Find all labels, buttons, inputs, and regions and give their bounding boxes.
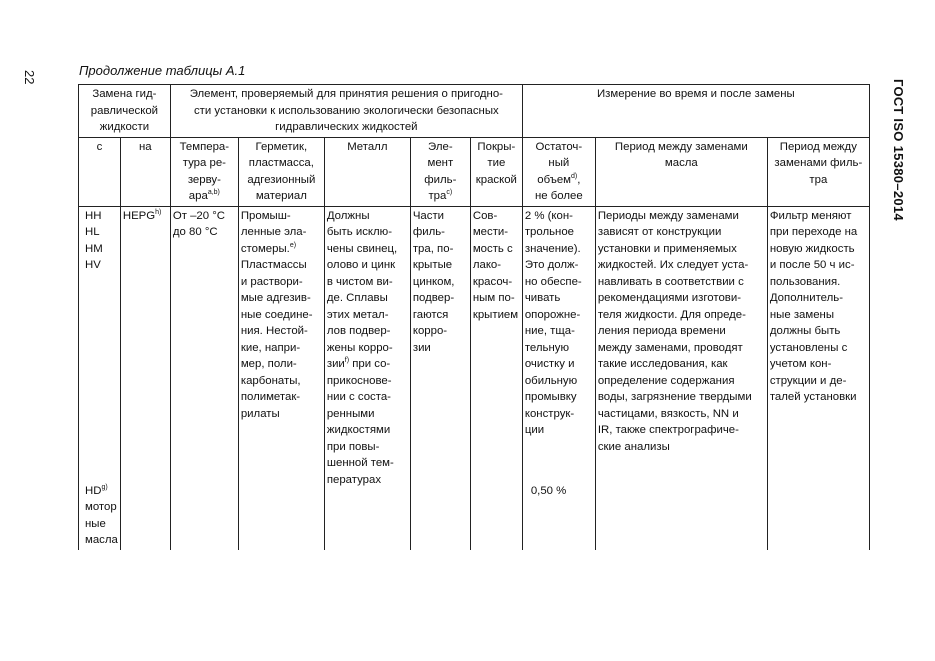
column-header-row (79, 137, 870, 206)
col-header-from: с (79, 137, 121, 206)
cell-residual (522, 206, 595, 550)
col-header-filter-period: Период между заменами филь- тра (767, 137, 869, 206)
table-row (79, 206, 870, 550)
cell-filter: Части филь- тра, по- крытые цинком, подвер- гаются корро- зии (410, 206, 470, 550)
header-measurement: Измерение во время и после замены (522, 85, 869, 138)
col-header-to: на (120, 137, 170, 206)
cell-oil-period: Периоды между заменами зависят от конструкции установки и применяемых жидкостей. Их следует уста- навливать в соответствии с рекомендациями изготови- теля жидкости. Для опреде- ления периода времени между заменами, проводят такие исследования, как определение содержания воды, загрязнение твердыми частицами, вязкость, NN и IR, также спектрографиче- ские анализы (595, 206, 767, 550)
standard-id: ГОСТ ISO 15380–2014 (891, 79, 906, 221)
standard-table (78, 84, 870, 550)
col-header-sealants: Герметик, пластмасса, адгезионный материал (238, 137, 324, 206)
residual-main: 2 % (кон- трольное значение). Это долж- но обеспе- чивать опорожне- ние, тща- тельную очистку и обильную промывку конструк- ции (524, 209, 582, 436)
cell-filter-period: Фильтр меняют при переходе на новую жидкость и после 50 ч ис- пользования. Дополнитель- ные замены должны быть установлены с учетом кон- струкции и де- талей установки (767, 206, 869, 550)
residual-hd: 0,50 % (530, 484, 567, 497)
col-header-metal: Металл (324, 137, 410, 206)
page-number: 22 (22, 70, 37, 85)
table-caption: Продолжение таблицы А.1 (79, 63, 246, 78)
header-replacement: Замена гид- равлической жидкости (79, 85, 171, 138)
col-header-oil-period: Период между заменами масла (595, 137, 767, 206)
cell-coating: Сов- мести- мость с лако- красоч- ным по- крытием (470, 206, 522, 550)
col-header-coating: Покры- тие краской (470, 137, 522, 206)
col-header-filter: Эле- мент филь- тра$^{c)}$ (410, 137, 470, 206)
cell-from (79, 206, 121, 550)
cell-metal: Должны быть исклю- чены свинец, олово и цинк в чистом ви- де. Сплавы этих метал- лов подвер- жены корро- зии$^{f)}$ при со- прикоснове- нии с соста- ренными жидкостями при повы- шенной тем- пературах (324, 206, 410, 550)
from-fluids: HH HL HM HV (85, 209, 103, 271)
from-hd-oils: HD$^{g)}$ мотор ные масла (85, 483, 118, 546)
header-element: Элемент, проверяемый для принятия решения о пригодно- сти установки к использованию экологически безопасных гидравлических жидкостей (170, 85, 522, 138)
cell-sealants: Промыш- ленные эла- стомеры.$^{e)}$ Пластмассы и раствори- мые адгезив- ные соедине- ния. Нестой- кие, напри- мер, поли- карбонаты, полиметак- рилаты (238, 206, 324, 550)
group-header-row (79, 85, 870, 138)
col-header-residual: Остаточ- ный объем$^{d)}$, не более (522, 137, 595, 206)
col-header-temperature: Темпера- тура ре- зерву- ара$^{a,b)}$ (170, 137, 238, 206)
cell-to: HEPG$^{h)}$ (120, 206, 170, 550)
cell-temperature: От –20 °C до 80 °C (170, 206, 238, 550)
